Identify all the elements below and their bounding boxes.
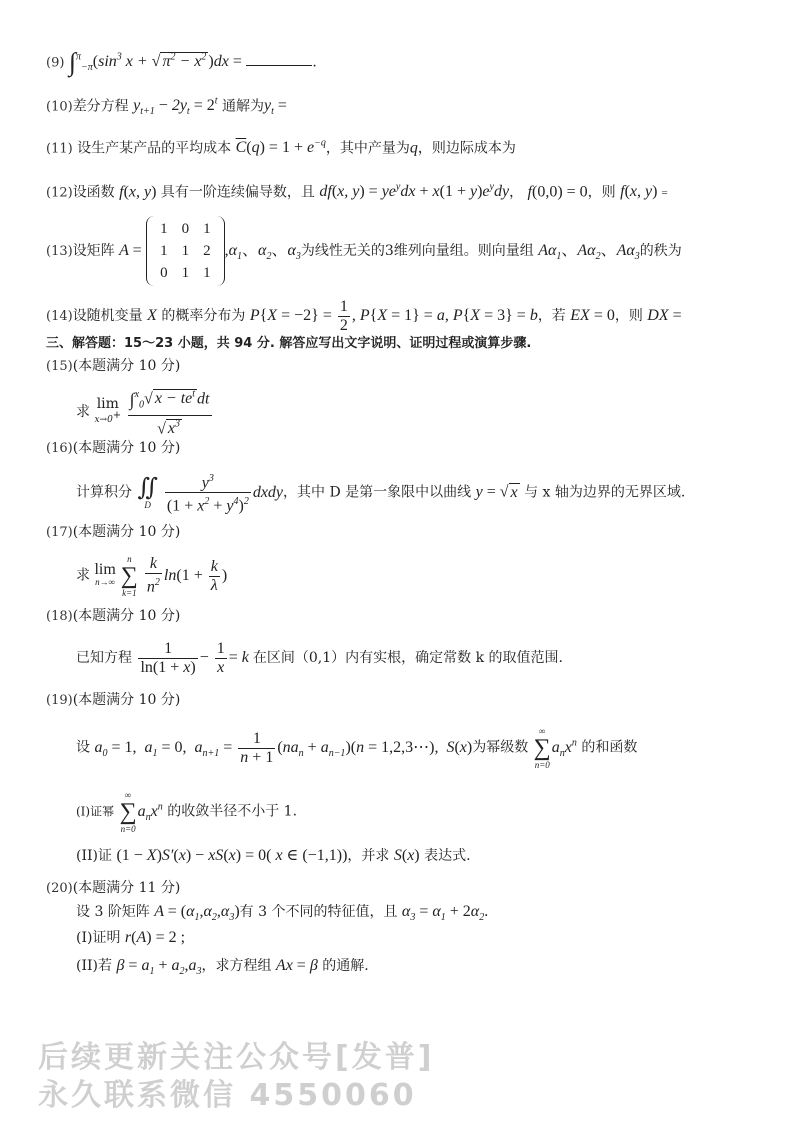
q19-part1: (I)证幂 ∞ ∑ n=0 $a_nx^n$ 的收敛半径不小于 1. [76, 790, 298, 834]
q18-header: (18)(本题满分 10 分) [46, 608, 181, 624]
formula: P{X = −2} = $\frac{1}{2}$ , P{X = 1} = a, P{X = 3} = b [249, 298, 538, 334]
watermark-line-2: 永久联系微信 4550060 [38, 1078, 417, 1113]
q20-header: (20)(本题满分 11 分) [46, 880, 181, 896]
formula: $\overline{C}(q) = 1 + e^{-q}$ [235, 138, 326, 157]
matrix-a: 1 0 1 1 1 2 0 1 1 [146, 216, 225, 286]
q16-header: (16)(本题满分 10 分) [46, 440, 181, 456]
formula: $\frac{1}{\ln(1 + x)}$ − $\frac{1}{x}$ = k [140, 640, 253, 676]
problem-13: (13)设矩阵 A = 1 0 1 1 1 2 0 1 1 $,\alpha_1$、$\alpha_2$、$\alpha_3$为线性无关的3维列向量组。则向量组 $A\alpha_1$、$A\alpha_2$、$A\alpha_3$的秩为 [46, 216, 682, 286]
q19-part2: (II)证 (1 − X)S′(x) − xS(x) = 0( x ∈ (−1,1))，并求 S(x) 表达式. [76, 847, 471, 864]
q20-body: 设 3 阶矩阵 $A = (\alpha_1,\alpha_2,\alpha_3)$有 3 个不同的特征值，且 $\alpha_3 = \alpha_1 + 2\alpha_2$. [76, 903, 489, 924]
problem-12: (12)设函数 f(x, y) 具有一阶连续偏导数，且 df(x, $y) = ye^ydx + x(1 + y)e^ydy$， f(0,0) = 0，则 f(x, y) = [46, 182, 668, 201]
q15-header: (15)(本题满分 10 分) [46, 358, 181, 374]
q19-body: 设 $a_0 = 1$, $a_1 = 0$, $a_{n+1}$ = $\frac{1}{n + 1}$ $(na_n + a_{n-1})(n$ = 1,2,3⋯), S(x)为幂级数 ∞ ∑ n=0 $a_nx^n$ 的和函数 [76, 726, 638, 770]
problem-number: (9) [46, 55, 65, 71]
problem-number: (13) [46, 244, 73, 259]
q18-body: 已知方程 $\frac{1}{\ln(1 + x)}$ − $\frac{1}{x}$ = k 在区间（0,1）内有实根，确定常数 k 的取值范围. [76, 640, 563, 676]
q20-part2: (II)若 $\beta = a_1 + a_2,a_3$，求方程组 Ax = β 的通解. [76, 957, 369, 978]
formula: lim n→∞ n ∑ k=1 $\frac{k}{n^2}$ ln(1 + $\frac{k}{\lambda}$ ) [94, 554, 228, 598]
q20-part1: (I)证明 r(A) = 2 ; [76, 929, 186, 946]
problem-number: (12) [46, 185, 73, 201]
problem-11: (11) 设生产某产品的平均成本 $\overline{C}(q) = 1 + e^{-q}$，其中产量为q，则边际成本为 [46, 138, 516, 157]
problem-number: (10) [46, 99, 73, 115]
formula: $\int^\pi_{-\pi}(\sin^3$ x + √ $\pi^2 - x^2$ )dx = [68, 47, 242, 77]
formula: (1 − X)S′(x) − xS(x) = 0( x ∈ (−1,1)) [116, 847, 348, 864]
formula: df(x, $y) = ye^ydx + x(1 + y)e^ydy$ [319, 182, 510, 201]
watermark-line-1: 后续更新关注公众号[发普] [38, 1040, 435, 1075]
formula: $\frac{\int^x_0√ x - te^t dt}{√ x^3}$ [129, 389, 210, 437]
q16-body: 计算积分 ∬ D $\frac{y^3}{(1 + x^2 + y^4)^2}$ dxdy，其中 D 是第一象限中以曲线 y = √ x 与 x 轴为边界的无界区域. [76, 473, 686, 515]
problem-number: (11) [46, 141, 73, 157]
formula: ∬ D $\frac{y^3}{(1 + x^2 + y^4)^2}$ dxdy [137, 473, 284, 515]
q17-header: (17)(本题满分 10 分) [46, 524, 181, 540]
q15-body: 求 lim x→0+ $\frac{\int^x_0√ x - te^t dt}{√ x^3}$ [76, 386, 214, 438]
formula: $y_{t+1} - 2y_t = 2^t$ [133, 96, 218, 118]
q19-header: (19)(本题满分 10 分) [46, 692, 181, 708]
section-heading: 三、解答题：15～23 小题，共 94 分. 解答应写出文字说明、证明过程或演算步骤. [46, 336, 532, 351]
problem-14: (14)设随机变量 X 的概率分布为 P{X = −2} = $\frac{1}{2}$ , P{X = 1} = a, P{X = 3} = b，若 EX = 0，则 DX = [46, 298, 682, 334]
answer-blank[interactable] [246, 51, 312, 66]
problem-9: (9) $\int^\pi_{-\pi}(\sin^3$ x + √ $\pi^2 - x^2$ )dx = . [46, 47, 317, 77]
q17-body: 求 lim n→∞ n ∑ k=1 $\frac{k}{n^2}$ ln(1 + $\frac{k}{\lambda}$ ) [76, 554, 228, 598]
formula: $a_0 = 1$, $a_1 = 0$, $a_{n+1}$ = $\frac{1}{n + 1}$ $(na_n + a_{n-1})(n$ = 1,2,3⋯), S(x) [94, 729, 473, 766]
problem-number: (14) [46, 309, 73, 325]
problem-10: (10)差分方程 $y_{t+1} - 2y_t = 2^t$ 通解为$y_t$ = [46, 96, 287, 118]
